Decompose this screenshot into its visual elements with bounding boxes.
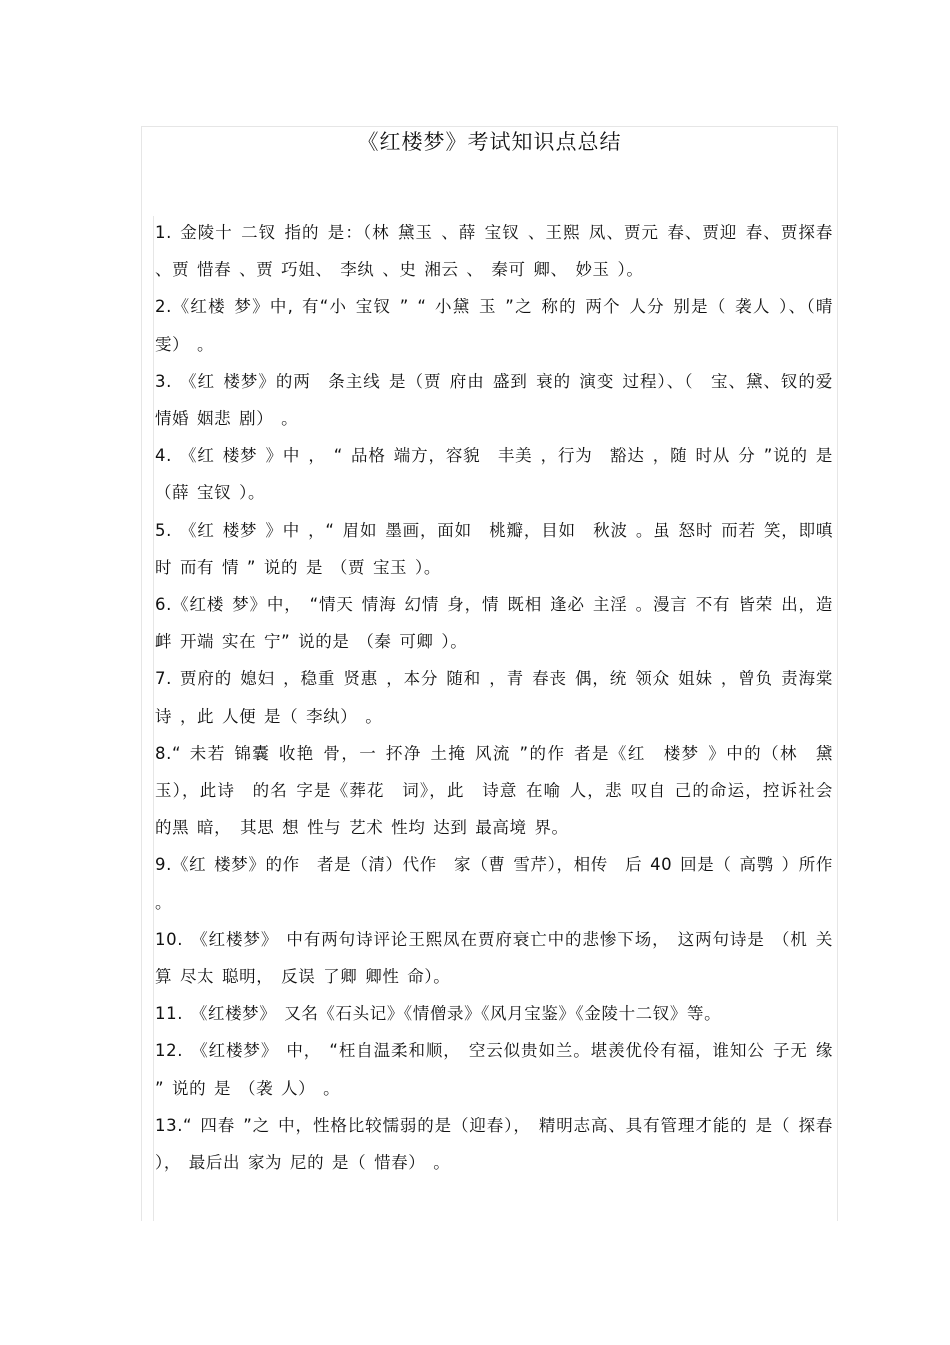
list-item: 10. 《红楼梦》 中有两句诗评论王熙凤在贾府衰亡中的悲惨下场， 这两句诗是 （机 关算 尽太 聪明， 反误 了卿 卿性 命）。 xyxy=(155,929,833,987)
list-item: 2.《红楼 梦》中, 有“小 宝钗 ” “ 小黛 玉 ”之 称的 两个 人分 别是（ 袭人 ）、（晴 雯） 。 xyxy=(155,297,833,354)
list-item: 7. 贾府的 媳妇 ，稳重 贤惠 ，本分 随和 ，青 春丧 偶，统 领众 姐妹 ，曾负 责海棠诗 ，此 人便 是（ 李纨） 。 xyxy=(155,669,833,726)
list-item: 8.“ 未若 锦囊 收艳 骨，一 抔净 土掩 风流 ”的作 者是《红 楼梦 》中的（林 黛玉），此诗 的名 字是《葬花 词》，此 诗意 在喻 人，悲 叹自 己的命运，控诉社会 的黑 暗， 其思 想 性与 艺术 性均 达到 最高境 界。 xyxy=(155,743,833,838)
list-item: 6.《红楼 梦》中， “情天 情海 幻情 身，情 既相 逢必 主淫 。漫言 不有 皆荣 出，造衅 开端 实在 宁” 说的是 （秦 可卿 ）。 xyxy=(155,595,833,652)
list-item: 3. 《红 楼梦》的两 条主线 是（贾 府由 盛到 衰的 演变 过程）、（ 宝、黛、钗的爱 情婚 姻悲 剧） 。 xyxy=(155,371,833,429)
list-item: 11. 《红楼梦》 又名《石头记》《情僧录》《风月宝鉴》《金陵十二钗》等。 xyxy=(155,1004,722,1024)
list-item: 5. 《红 楼梦 》中 ，“ 眉如 墨画，面如 桃瓣，目如 秋波 。虽 怒时 而若 笑，即嗔时 而有 情 ” 说的 是 （贾 宝玉 ）。 xyxy=(155,520,833,577)
list-item: 13.“ 四春 ”之 中，性格比较懦弱的是（迎春）， 精明志高、具有管理才能的 是（ 探春 ）， 最后出 家为 尼的 是（ 惜春） 。 xyxy=(155,1115,833,1173)
list-item: 4. 《红 楼梦 》中 ， “ 品格 端方，容貌 丰美 ，行为 豁达 ，随 时从 分 ”说的 是（薛 宝钗 ）。 xyxy=(155,446,833,503)
list-item: 9.《红 楼梦》的作 者是（清）代作 家（曹 雪芹），相传 后 40 回是（ 高鹗 ）所作 。 xyxy=(155,855,833,912)
margin-line xyxy=(153,216,154,1221)
knowledge-list xyxy=(155,214,833,1181)
list-item: 12. 《红楼梦》 中， “枉自温柔和顺， 空云似贵如兰。堪羡优伶有福，谁知公 子无 缘 ” 说的 是 （袭 人） 。 xyxy=(155,1041,833,1098)
document-title: 《红楼梦》考试知识点总结 xyxy=(357,130,622,154)
list-item: 1. 金陵十 二钗 指的 是：（林 黛玉 、薛 宝钗 、王熙 凤、贾元 春、贾迎 春、贾探春 、贾 惜春 、贾 巧姐、 李纨 、史 湘云 、 秦可 卿、 妙玉 ）。 xyxy=(155,223,833,280)
